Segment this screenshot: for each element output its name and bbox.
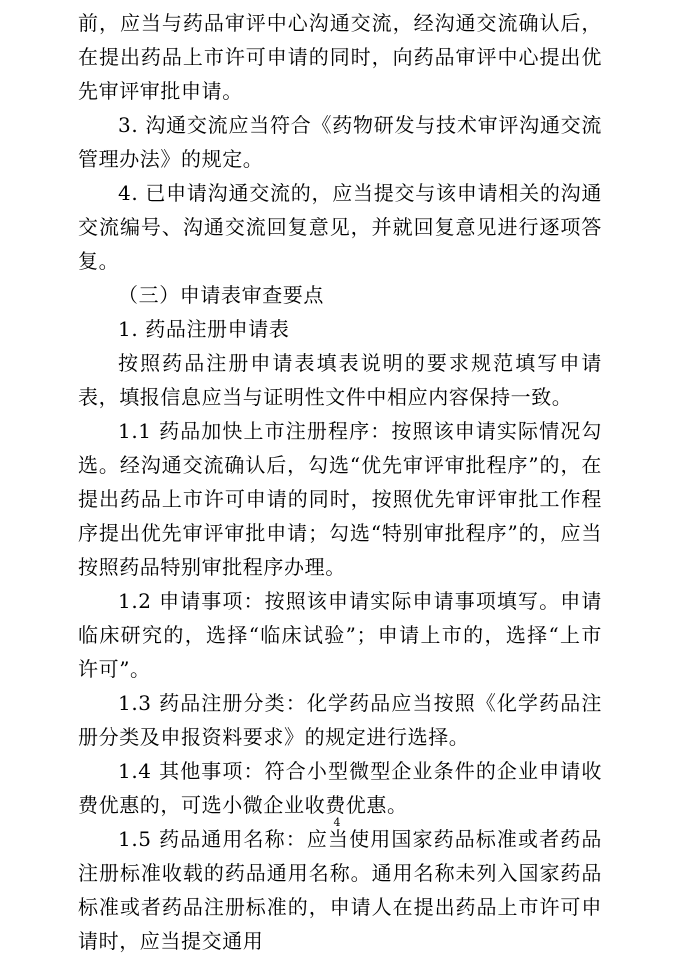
paragraph: 1.5 药品通用名称：应当使用国家药品标准或者药品注册标准收载的药品通用名称。通用名称未列入国家药品标准或者药品注册标准的，申请人在提出药品上市许可申请时，应当提交通用 [78, 827, 602, 953]
section-heading: （三）申请表审查要点 [118, 283, 324, 307]
paragraph: 1.3 药品注册分类：化学药品应当按照《化学药品注册分类及申报资料要求》的规定进行选择。 [78, 691, 602, 749]
paragraph: 前，应当与药品审评中心沟通交流，经沟通交流确认后，在提出药品上市许可申请的同时，向药品审评中心提出优先审评审批申请。 [78, 11, 602, 103]
page-number: 4 [333, 816, 341, 829]
subsection-heading: 1. 药品注册申请表 [118, 317, 290, 341]
paragraph: 1.4 其他事项：符合小型微型企业条件的企业申请收费优惠的，可选小微企业收费优惠。 [78, 759, 602, 817]
paragraph: 1.2 申请事项：按照该申请实际申请事项填写。申请临床研究的，选择“临床试验”；申请上市的，选择“上市许可”。 [78, 589, 602, 681]
paragraph: 4. 已申请沟通交流的，应当提交与该申请相关的沟通交流编号、沟通交流回复意见，并就回复意见进行逐项答复。 [78, 181, 602, 273]
paragraph: 按照药品注册申请表填表说明的要求规范填写申请表，填报信息应当与证明性文件中相应内容保持一致。 [78, 351, 602, 409]
paragraph: 3. 沟通交流应当符合《药物研发与技术审评沟通交流管理办法》的规定。 [78, 113, 602, 171]
paragraph: 1.1 药品加快上市注册程序：按照该申请实际情况勾选。经沟通交流确认后，勾选“优先审评审批程序”的，在提出药品上市许可申请的同时，按照优先审评审批工作程序提出优先审评审批申请；勾选“特别审批程序”的，应当按照药品特别审批程序办理。 [78, 419, 602, 579]
